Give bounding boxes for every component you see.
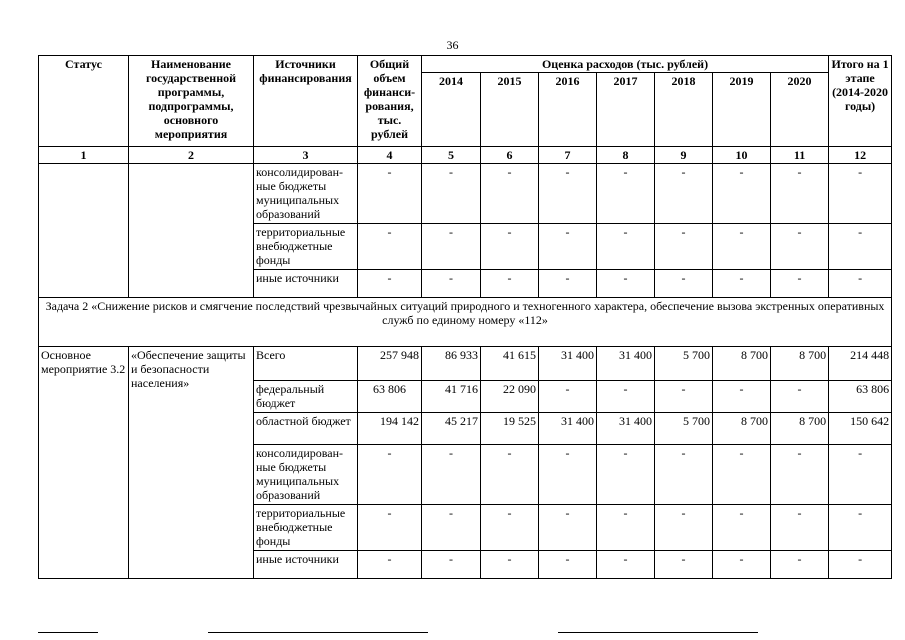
value-cell: - bbox=[713, 551, 771, 579]
value-cell: 41 615 bbox=[481, 347, 539, 381]
value-cell: - bbox=[358, 164, 422, 224]
header-name: Наименование государственной программы, подпрограммы, основного мероприятия bbox=[129, 56, 254, 147]
value-cell: - bbox=[655, 551, 713, 579]
value-cell: - bbox=[481, 551, 539, 579]
value-cell: - bbox=[597, 270, 655, 298]
value-cell: 257 948 bbox=[358, 347, 422, 381]
value-cell: - bbox=[829, 505, 892, 551]
activity-name: «Обеспечение защиты и безопасности населения» bbox=[129, 347, 254, 579]
source-cell: иные источники bbox=[254, 270, 358, 298]
source-cell: территориальные внебюджетные фонды bbox=[254, 505, 358, 551]
value-cell: - bbox=[829, 270, 892, 298]
source-cell: федеральный бюджет bbox=[254, 381, 358, 413]
footer-rule bbox=[38, 632, 891, 633]
value-cell: - bbox=[829, 164, 892, 224]
value-cell: 194 142 bbox=[358, 413, 422, 445]
value-cell: - bbox=[597, 224, 655, 270]
value-cell: - bbox=[655, 381, 713, 413]
value-cell: - bbox=[539, 445, 597, 505]
value-cell: 31 400 bbox=[539, 413, 597, 445]
header-row bbox=[39, 56, 892, 73]
column-number: 2 bbox=[129, 147, 254, 164]
header-estimate: Оценка расходов (тыс. рублей) bbox=[422, 56, 829, 73]
value-cell: 63 806 bbox=[358, 381, 422, 413]
value-cell: - bbox=[655, 445, 713, 505]
value-cell: - bbox=[539, 224, 597, 270]
column-numbers-row bbox=[39, 147, 892, 164]
value-cell: - bbox=[481, 505, 539, 551]
value-cell: - bbox=[358, 551, 422, 579]
value-cell: - bbox=[597, 445, 655, 505]
value-cell: - bbox=[771, 381, 829, 413]
table-row bbox=[39, 347, 892, 381]
value-cell: - bbox=[655, 505, 713, 551]
value-cell: - bbox=[771, 270, 829, 298]
value-cell: 45 217 bbox=[422, 413, 481, 445]
value-cell: - bbox=[358, 224, 422, 270]
value-cell: 19 525 bbox=[481, 413, 539, 445]
value-cell: - bbox=[713, 445, 771, 505]
page-number: 36 bbox=[446, 38, 459, 52]
footer-line bbox=[208, 632, 428, 633]
value-cell: - bbox=[597, 505, 655, 551]
source-cell: областной бюджет bbox=[254, 413, 358, 445]
value-cell: 8 700 bbox=[713, 347, 771, 381]
value-cell: - bbox=[829, 551, 892, 579]
value-cell: - bbox=[422, 551, 481, 579]
activity-status: Основное мероприятие 3.2 bbox=[39, 347, 129, 579]
value-cell: - bbox=[481, 445, 539, 505]
value-cell: 41 716 bbox=[422, 381, 481, 413]
value-cell: - bbox=[481, 164, 539, 224]
value-cell: - bbox=[597, 164, 655, 224]
value-cell: - bbox=[539, 505, 597, 551]
task-text: Задача 2 «Снижение рисков и смягчение последствий чрезвычайных ситуаций природного и техногенного характера, обеспечение вызова экстренных оперативных служб по единому номеру «112» bbox=[39, 298, 892, 347]
header-year: 2015 bbox=[481, 73, 539, 147]
task-row bbox=[39, 298, 892, 347]
source-cell: иные источники bbox=[254, 551, 358, 579]
header-year: 2017 bbox=[597, 73, 655, 147]
column-number: 3 bbox=[254, 147, 358, 164]
value-cell: - bbox=[358, 270, 422, 298]
value-cell: - bbox=[539, 551, 597, 579]
value-cell: - bbox=[713, 505, 771, 551]
value-cell: 31 400 bbox=[597, 347, 655, 381]
column-number: 11 bbox=[771, 147, 829, 164]
value-cell: - bbox=[597, 381, 655, 413]
header-year: 2019 bbox=[713, 73, 771, 147]
value-cell: - bbox=[771, 224, 829, 270]
header-status: Статус bbox=[39, 56, 129, 147]
value-cell: 214 448 bbox=[829, 347, 892, 381]
table-row bbox=[39, 164, 892, 224]
value-cell: - bbox=[358, 505, 422, 551]
value-cell: - bbox=[713, 164, 771, 224]
value-cell: - bbox=[422, 224, 481, 270]
source-cell: территориальные внебюджетные фонды bbox=[254, 224, 358, 270]
value-cell: 31 400 bbox=[597, 413, 655, 445]
value-cell: - bbox=[422, 505, 481, 551]
value-cell: 63 806 bbox=[829, 381, 892, 413]
value-cell: 5 700 bbox=[655, 347, 713, 381]
column-number: 7 bbox=[539, 147, 597, 164]
value-cell: 5 700 bbox=[655, 413, 713, 445]
value-cell: - bbox=[829, 445, 892, 505]
value-cell: 31 400 bbox=[539, 347, 597, 381]
value-cell: - bbox=[655, 164, 713, 224]
status-cell-empty bbox=[39, 164, 129, 298]
value-cell: - bbox=[422, 445, 481, 505]
value-cell: - bbox=[597, 551, 655, 579]
value-cell: 150 642 bbox=[829, 413, 892, 445]
value-cell: 8 700 bbox=[771, 347, 829, 381]
value-cell: - bbox=[771, 445, 829, 505]
value-cell: 86 933 bbox=[422, 347, 481, 381]
value-cell: - bbox=[481, 270, 539, 298]
value-cell: - bbox=[655, 270, 713, 298]
column-number: 8 bbox=[597, 147, 655, 164]
value-cell: - bbox=[829, 224, 892, 270]
value-cell: - bbox=[771, 164, 829, 224]
value-cell: 8 700 bbox=[771, 413, 829, 445]
value-cell: - bbox=[539, 164, 597, 224]
column-number: 4 bbox=[358, 147, 422, 164]
value-cell: - bbox=[481, 224, 539, 270]
source-cell: консолидирован-ные бюджеты муниципальных образований bbox=[254, 164, 358, 224]
column-number: 10 bbox=[713, 147, 771, 164]
value-cell: - bbox=[713, 381, 771, 413]
header-year: 2016 bbox=[539, 73, 597, 147]
value-cell: 22 090 bbox=[481, 381, 539, 413]
value-cell: - bbox=[358, 445, 422, 505]
value-cell: - bbox=[771, 505, 829, 551]
column-number: 1 bbox=[39, 147, 129, 164]
header-year: 2020 bbox=[771, 73, 829, 147]
value-cell: - bbox=[422, 270, 481, 298]
footer-line bbox=[558, 632, 758, 633]
header-year: 2014 bbox=[422, 73, 481, 147]
name-cell-empty bbox=[129, 164, 254, 298]
column-number: 5 bbox=[422, 147, 481, 164]
footer-line bbox=[38, 632, 98, 633]
value-cell: 8 700 bbox=[713, 413, 771, 445]
value-cell: - bbox=[713, 270, 771, 298]
header-total: Общий объем финанси-рования, тыс. рублей bbox=[358, 56, 422, 147]
header-year: 2018 bbox=[655, 73, 713, 147]
budget-table bbox=[38, 55, 892, 579]
value-cell: - bbox=[655, 224, 713, 270]
header-stage-total: Итого на 1 этапе (2014-2020 годы) bbox=[829, 56, 892, 147]
column-number: 12 bbox=[829, 147, 892, 164]
value-cell: - bbox=[539, 270, 597, 298]
value-cell: - bbox=[771, 551, 829, 579]
column-number: 9 bbox=[655, 147, 713, 164]
value-cell: - bbox=[422, 164, 481, 224]
source-cell: консолидирован-ные бюджеты муниципальных образований bbox=[254, 445, 358, 505]
column-number: 6 bbox=[481, 147, 539, 164]
value-cell: - bbox=[539, 381, 597, 413]
header-sources: Источники финансирования bbox=[254, 56, 358, 147]
value-cell: - bbox=[713, 224, 771, 270]
source-cell: Всего bbox=[254, 347, 358, 381]
